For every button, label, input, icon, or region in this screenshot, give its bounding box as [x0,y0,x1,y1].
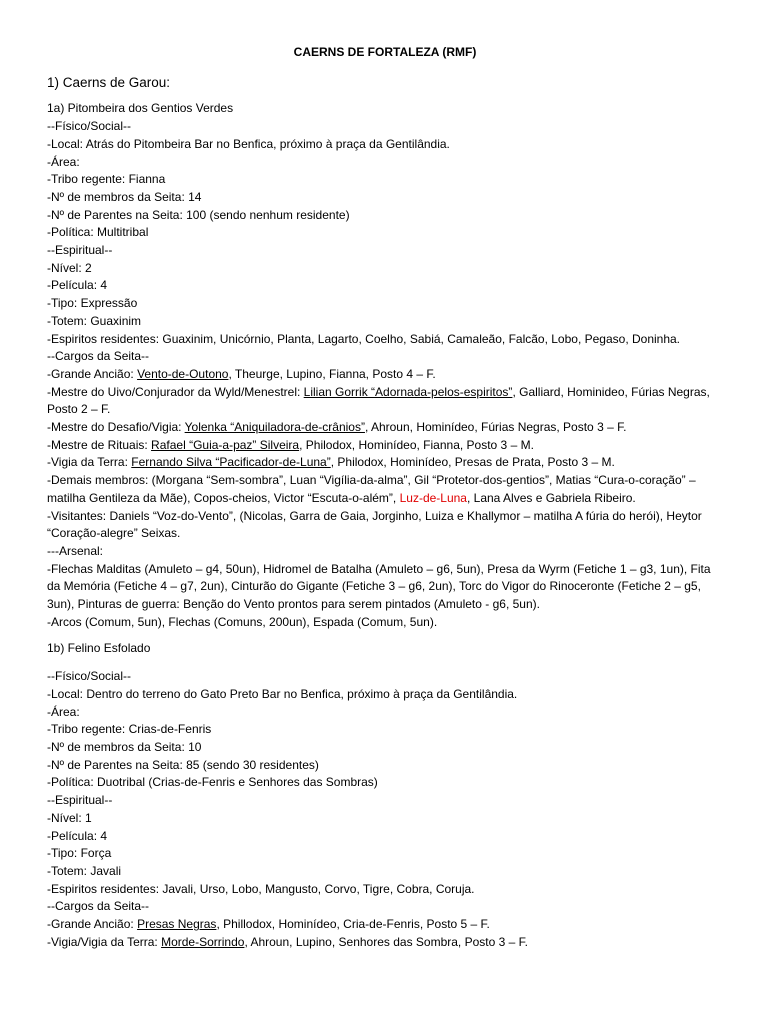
member-name: Rafael “Guia-a-paz” Silveira [151,437,300,452]
role-line [47,916,723,934]
line: -Tipo: Expressão [47,296,138,311]
role-label: -Mestre do Uivo/Conjurador da Wyld/Menestrel: [47,384,304,399]
role-label: -Mestre do Desafio/Vigia: [47,420,185,435]
role-line [47,454,723,472]
line: -Totem: Javali [47,863,122,878]
role-label: -Grande Ancião: [47,366,138,381]
line: -Tribo regente: Crias-de-Fenris [47,722,212,737]
line: -Arcos (Comum, 5un), Flechas (Comuns, 200un), Espada (Comum, 5un). [47,614,438,629]
member-name: Presas Negras [137,917,217,932]
line: -Nº de membros da Seita: 10 [47,740,202,755]
section-heading: 1) Caerns de Garou: [47,74,171,90]
line: -Área: [47,154,80,169]
highlighted-member: Luz-de-Luna [399,490,467,505]
caern-a [47,100,723,631]
caern-b [47,640,723,952]
line: -Totem: Guaxinim [47,313,142,328]
line: -Nº de membros da Seita: 14 [47,189,202,204]
line: --Físico/Social-- [47,669,132,684]
caern-a-heading: 1a) Pitombeira dos Gentios Verdes [47,101,234,116]
member-name: Morde-Sorrindo [161,934,245,949]
line: -Local: Dentro do terreno do Gato Preto Bar no Benfica, próximo à praça da Gentilândia. [47,686,518,701]
line: -Espiritos residentes: Javali, Urso, Lobo, Mangusto, Corvo, Tigre, Cobra, Coruja. [47,881,475,896]
line: -Nº de Parentes na Seita: 85 (sendo 30 residentes) [47,757,319,772]
line: --Cargos da Seita-- [47,899,150,914]
line: -Local: Atrás do Pitombeira Bar no Benfica, próximo à praça da Gentilândia. [47,136,450,151]
role-details: , Theurge, Lupino, Fianna, Posto 4 – F. [228,366,436,381]
role-details: , Galliard, Hominideo, Fúrias Negras, Posto 2 – F. [47,384,710,417]
line: -Flechas Malditas (Amuleto – g4, 50un), Hidromel de Batalha (Amuleto – g6, 5un), Presa da Wyrm (Fetiche 1 – g3, 1un), Fita da Memória (Fetiche 4 – g7, 2un), Cinturão do Gigante (Fetiche 3 – g6, 2un), Torc do Vigor do Rinoceronte (Fetiche 2 – g5, 3un), Pinturas de guerra: Benção do Vento prontos para serem pintados (Amuleto - g6, 5un). [47,561,711,612]
role-details: , Phillodox, Hominídeo, Cria-de-Fenris, Posto 5 – F. [216,917,490,932]
role-details: , Philodox, Hominídeo, Fianna, Posto 3 – M. [299,437,534,452]
line: --Espiritual-- [47,243,113,258]
line: -Nível: 1 [47,810,92,825]
other-members-tail: , Lana Alves e Gabriela Ribeiro. [466,490,636,505]
line: --Espiritual-- [47,793,113,808]
line: -Tipo: Força [47,846,112,861]
line: -Espiritos residentes: Guaxinim, Unicórnio, Planta, Lagarto, Coelho, Sabiá, Camaleão, Falcão, Lobo, Pegaso, Doninha. [47,331,681,346]
role-details: , Ahroun, Lupino, Senhores das Sombra, Posto 3 – F. [244,934,528,949]
line: -Tribo regente: Fianna [47,172,166,187]
document-page [47,44,723,951]
document-title: CAERNS DE FORTALEZA (RMF) [293,45,477,59]
line: -Película: 4 [47,278,108,293]
role-details: , Philodox, Hominídeo, Presas de Prata, Posto 3 – M. [330,455,615,470]
role-line [47,384,723,419]
line: -Visitantes: Daniels “Voz-do-Vento”, (Nicolas, Garra de Gaia, Jorginho, Luiza e Khallymor – matilha A fúria do herói), Heytor “Coração-alegre” Seixas. [47,508,702,541]
line: -Política: Duotribal (Crias-de-Fenris e Senhores das Sombras) [47,775,378,790]
role-label: -Vigia da Terra: [47,455,132,470]
line: --Físico/Social-- [47,119,132,134]
role-line [47,366,723,384]
role-details: , Ahroun, Hominídeo, Fúrias Negras, Posto 3 – F. [364,420,627,435]
line: -Nível: 2 [47,260,92,275]
role-line [47,419,723,437]
role-line [47,934,723,952]
member-name: Yolenka “Aniquiladora-de-crânios” [184,420,365,435]
role-label: -Vigia/Vigia da Terra: [47,934,162,949]
role-label: -Mestre de Rituais: [47,437,152,452]
line: -Nº de Parentes na Seita: 100 (sendo nenhum residente) [47,207,350,222]
other-members-text: -Demais membros: (Morgana “Sem-sombra”, Luan “Vigília-da-alma”, Gil “Protetor-dos-gentios”, Matias “Cura-o-coração” – matilha Gentileza da Mãe), Copos-cheios, Victor “Escuta-o-além”, [47,473,696,505]
member-name: Vento-de-Outono [137,366,229,381]
line: --Cargos da Seita-- [47,349,150,364]
line: -Política: Multitribal [47,225,149,240]
line: ---Arsenal: [47,543,104,558]
role-label: -Grande Ancião: [47,917,138,932]
role-line [47,437,723,455]
line: -Película: 4 [47,828,108,843]
member-name: Lilian Gorrik “Adornada-pelos-espiritos” [303,384,513,399]
member-name: Fernando Silva “Pacificador-de-Luna” [131,455,331,470]
line: -Área: [47,704,80,719]
caern-b-heading: 1b) Felino Esfolado [47,640,151,655]
other-members-line [47,472,723,507]
